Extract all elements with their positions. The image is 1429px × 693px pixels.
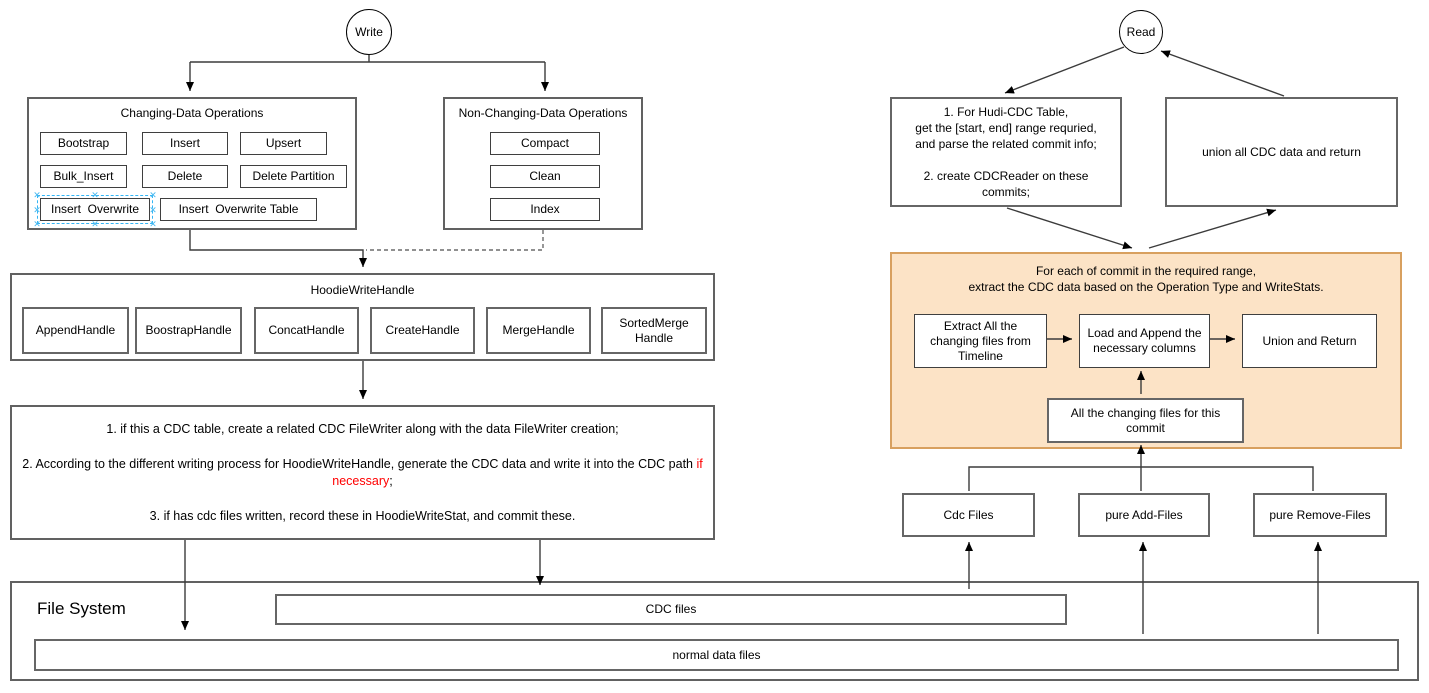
write-step-2-text: 2. According to the different writing process for HoodieWriteHandle, generate the CDC data and write it into the CDC path <box>22 456 697 471</box>
handle-append-label: AppendHandle <box>35 323 116 337</box>
changing-data-operations-group[interactable] <box>27 97 357 230</box>
non-changing-data-operations-group[interactable] <box>443 97 643 230</box>
selection-handle-icon[interactable] <box>149 191 157 199</box>
load-append-columns-box[interactable] <box>1079 314 1210 368</box>
handle-concat-label: ConcatHandle <box>268 323 345 337</box>
selection-handle-icon[interactable] <box>33 191 41 199</box>
read-range-line: commits; <box>982 185 1030 199</box>
write-step-3: 3. if has cdc files written, record these in HoodieWriteStat, and commit these. <box>149 508 576 523</box>
arrow-per-commit-to-union-box <box>1149 210 1276 248</box>
op-insert[interactable] <box>142 132 228 155</box>
selection-handle-icon[interactable] <box>149 220 157 228</box>
op-upsert-label: Upsert <box>265 136 302 150</box>
op-clean[interactable] <box>490 165 600 188</box>
file-system-group[interactable] <box>10 581 1419 681</box>
selection-handle-icon[interactable] <box>149 206 157 214</box>
normal-data-files-store-label: normal data files <box>672 647 761 662</box>
selection-handle-icon[interactable] <box>33 220 41 228</box>
per-commit-title-line1: For each of commit in the required range, <box>1035 264 1257 278</box>
connector-file-types-junction <box>969 467 1313 491</box>
connector-write-split <box>190 55 545 62</box>
op-insert-overwrite-label: Insert Overwrite <box>50 202 140 216</box>
handle-create-label: CreateHandle <box>385 323 460 337</box>
hoodie-write-handle-title: HoodieWriteHandle <box>310 283 415 297</box>
changing-data-operations-title: Changing-Data Operations <box>120 106 264 120</box>
handle-merge[interactable] <box>486 307 591 354</box>
all-changing-files-box[interactable] <box>1047 398 1244 443</box>
write-step-1: 1. if this a CDC table, create a related CDC FileWriter along with the data FileWriter creation; <box>106 421 619 436</box>
op-bootstrap-label: Bootstrap <box>57 136 110 150</box>
pure-remove-files-box[interactable] <box>1253 493 1387 537</box>
per-commit-group[interactable] <box>890 252 1402 449</box>
read-range-line: 1. For Hudi-CDC Table, <box>943 105 1069 119</box>
read-range-line: and parse the related commit info; <box>915 137 1097 151</box>
handle-boostrap[interactable] <box>135 307 242 354</box>
all-changing-files-label: All the changing files for this commit <box>1070 405 1221 435</box>
op-compact[interactable] <box>490 132 600 155</box>
read-range-box[interactable] <box>890 97 1122 207</box>
read-node-label: Read <box>1126 24 1156 39</box>
selection-handle-icon[interactable] <box>91 220 99 228</box>
arrow-range-box-to-per-commit <box>1007 208 1132 248</box>
union-and-return-label: Union and Return <box>1262 333 1357 348</box>
read-node[interactable] <box>1119 10 1163 54</box>
pure-remove-files-label: pure Remove-Files <box>1269 507 1371 522</box>
op-delete-partition-label: Delete Partition <box>252 169 335 183</box>
op-index[interactable] <box>490 198 600 221</box>
handle-create[interactable] <box>370 307 475 354</box>
write-step-2 <box>12 456 713 490</box>
op-compact-label: Compact <box>520 136 570 150</box>
op-delete[interactable] <box>142 165 228 188</box>
arrow-union-box-to-read <box>1161 51 1284 96</box>
op-insert-overwrite[interactable] <box>40 198 150 221</box>
pure-add-files-box[interactable] <box>1078 493 1210 537</box>
selection-handle-icon[interactable] <box>33 206 41 214</box>
selection-handle-icon[interactable] <box>91 191 99 199</box>
cdc-files-type-box[interactable] <box>902 493 1035 537</box>
op-index-label: Index <box>530 202 560 216</box>
op-delete-label: Delete <box>167 169 203 183</box>
cdc-files-store[interactable] <box>275 594 1067 625</box>
op-insert-label: Insert <box>169 136 200 150</box>
write-step-2-suffix: ; <box>389 473 393 488</box>
read-range-line: get the [start, end] range requried, <box>915 121 1097 135</box>
op-bulk-insert[interactable] <box>40 165 127 188</box>
handle-merge-label: MergeHandle <box>502 323 575 337</box>
handle-append[interactable] <box>22 307 129 354</box>
write-node-label: Write <box>355 24 383 39</box>
extract-changing-files-label: Extract All the changing files from Timeline <box>930 318 1031 363</box>
per-commit-title <box>892 263 1400 295</box>
handle-sorted-merge[interactable] <box>601 307 707 354</box>
arrow-read-to-range-box <box>1005 47 1124 93</box>
pure-add-files-label: pure Add-Files <box>1105 507 1183 522</box>
handle-boostrap-label: BoostrapHandle <box>145 323 232 337</box>
op-insert-overwrite-table[interactable] <box>160 198 317 221</box>
handle-sorted-merge-label: SortedMerge Handle <box>619 315 689 345</box>
cdc-write-steps-box[interactable] <box>10 405 715 540</box>
op-delete-partition[interactable] <box>240 165 347 188</box>
union-all-cdc-label: union all CDC data and return <box>1202 144 1361 159</box>
per-commit-title-line2: extract the CDC data based on the Operation Type and WriteStats. <box>968 280 1324 294</box>
load-append-columns-label: Load and Append the necessary columns <box>1087 326 1202 355</box>
dashed-connector-non-changing-to-write-handle <box>366 230 543 250</box>
write-step-2-highlight: if necessary <box>332 456 703 488</box>
union-and-return-box[interactable] <box>1242 314 1377 368</box>
non-changing-data-operations-title: Non-Changing-Data Operations <box>458 106 628 120</box>
op-clean-label: Clean <box>529 169 561 183</box>
op-bulk-insert-label: Bulk_Insert <box>53 169 114 183</box>
op-upsert[interactable] <box>240 132 327 155</box>
normal-data-files-store[interactable] <box>34 639 1399 671</box>
handle-concat[interactable] <box>254 307 359 354</box>
op-insert-overwrite-table-label: Insert Overwrite Table <box>178 202 299 216</box>
read-range-line: 2. create CDCReader on these <box>923 169 1089 183</box>
union-all-cdc-box[interactable] <box>1165 97 1398 207</box>
cdc-files-type-label: Cdc Files <box>943 507 994 522</box>
arrow-changing-ops-to-write-handle <box>190 230 363 267</box>
op-bootstrap[interactable] <box>40 132 127 155</box>
cdc-files-store-label: CDC files <box>645 602 697 616</box>
hoodie-write-handle-group[interactable] <box>10 273 715 361</box>
file-system-label: File System <box>37 599 126 618</box>
extract-changing-files-box[interactable] <box>914 314 1047 368</box>
write-node[interactable] <box>346 9 392 55</box>
